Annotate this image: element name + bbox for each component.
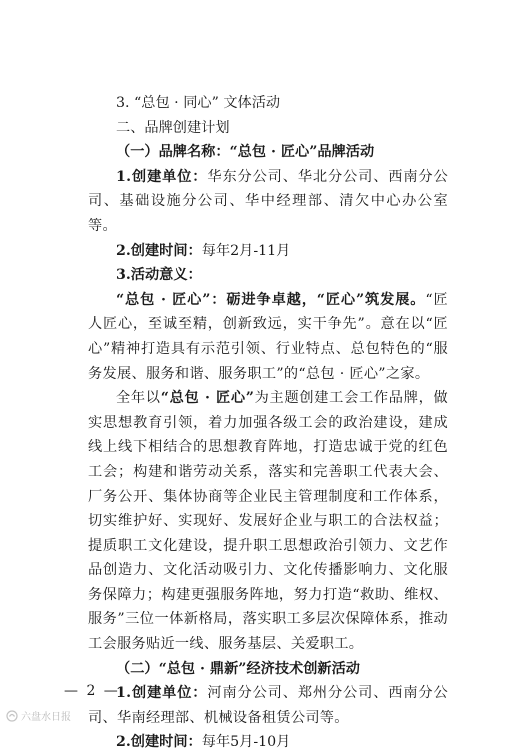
annual-plan-lead: 全年以	[116, 390, 161, 407]
annual-plan-text: 为主题创建工会工作品牌，做实思想教育引领，着力加强各级工会的政治建设，建成线上线下相结合的思想教育阵地，打造忠诚于党的红色工会；构建和谐劳动关系，落实和完善职工代表大会、厂务公开、集体协商等企业民主管理制度和工作体系，切实维护好、实现好、发展好企业与职工的合法权益；提质职工文化建设，提升职工思想政治引领力、文艺作品创造力、文化活动吸引力、文化传播影响力、文化服务保障力；构建更强服务阵地，努力打造“救助、维权、服务”三位一体新格局，落实职工多层次保障体系，推动工会服务贴近一线、服务基层、关爱职工。	[88, 390, 448, 653]
paragraph-creating-units-2	[88, 681, 448, 730]
label-creating-units-2: 1.创建单位：	[116, 685, 208, 702]
meaning-bold-lead: “总包 · 匠心”：砺进争卓越，“匠心”筑发展。	[116, 291, 426, 308]
label-creating-time-2: 2.创建时间：	[116, 734, 202, 751]
meaning-text: “匠人匠心，至诚至精，创新致远，实干争先”。意在以“匠心”精神打造具有示范引领、行业特点、总包特色的“服务发展、服务和谐、服务职工”的“总包 · 匠心”之家。	[88, 291, 448, 382]
document-body	[88, 91, 448, 755]
text-creating-units-2: 河南分公司、郑州分公司、西南分公司、华南经理部、机械设备租赁公司等。	[88, 685, 448, 726]
section-heading-brand-plan: 二、品牌创建计划	[116, 119, 230, 136]
paragraph-creating-time-2	[88, 730, 448, 755]
watermark-logo-icon	[6, 710, 18, 722]
paragraph-meaning	[88, 288, 448, 386]
text-creating-units: 华东分公司、华北分公司、西南分公司、基础设施分公司、华中经理部、清欠中心办公室等。	[88, 168, 448, 234]
paragraph-annual-plan	[88, 386, 448, 657]
item-3-sports-activities: 3. “总包 · 同心” 文体活动	[116, 95, 281, 111]
annual-plan-bold: “总包 · 匠心”	[160, 390, 255, 407]
label-creating-units: 1.创建单位：	[116, 168, 208, 185]
paragraph-creating-units-1	[88, 165, 448, 239]
watermark	[6, 708, 71, 723]
paragraph-creating-time-1	[88, 239, 448, 264]
label-creating-time: 2.创建时间：	[116, 242, 202, 259]
label-activity-meaning: 3.活动意义：	[116, 267, 202, 284]
subheading-brand-name: （一）品牌名称：“总包 · 匠心”品牌活动	[116, 144, 375, 161]
subheading-innovation-activity: （二）“总包 · 鼎新”经济技术创新活动	[116, 660, 360, 677]
text-creating-time: 每年2月-11月	[201, 242, 291, 259]
text-creating-time-2: 每年5月-10月	[201, 734, 291, 751]
page-number: — 2 —	[64, 683, 120, 699]
watermark-text: 六盘水日报	[21, 712, 71, 723]
